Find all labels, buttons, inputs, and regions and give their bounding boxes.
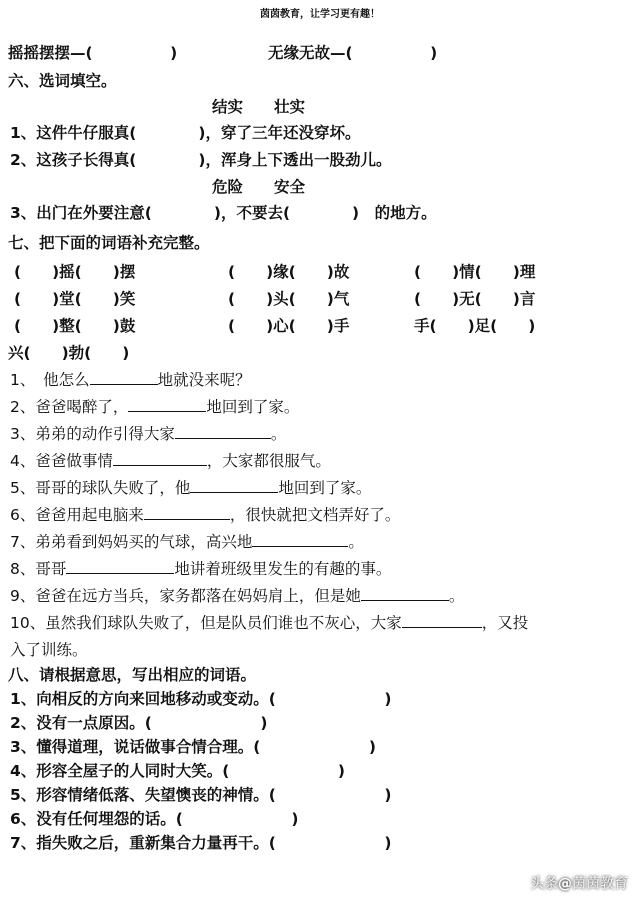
word-choices-1: 结实 壮实 bbox=[212, 98, 306, 116]
watermark: 头条@茵茵教育 bbox=[530, 876, 628, 892]
idiom-item: ( )堂( )笑 bbox=[14, 290, 136, 308]
s8-item: 7、指失败之后，重新集合力量再干。( ) bbox=[10, 834, 392, 852]
idiom-item: ( )情( )理 bbox=[414, 263, 536, 281]
word-choices-2: 危险 安全 bbox=[212, 178, 306, 196]
s6-q2: 2、这孩子长得真( )，浑身上下透出一股劲儿。 bbox=[10, 151, 392, 169]
idiom-item: ( )整( )鼓 bbox=[14, 317, 136, 335]
s7-q5: 5、哥哥的球队失败了，他 地回到了家。 bbox=[10, 479, 372, 497]
top-item-1: 摇摇摆摆—( ) bbox=[8, 44, 178, 62]
s7-q7: 7、弟弟看到妈妈买的气球，高兴地 。 bbox=[10, 533, 364, 551]
s7-q10-continued: 入了训练。 bbox=[10, 641, 88, 659]
s7-q8: 8、哥哥 地讲着班级里发生的有趣的事。 bbox=[10, 560, 392, 578]
s8-item: 4、形容全屋子的人同时大笑。( ) bbox=[10, 762, 345, 780]
section-6-title: 六、选词填空。 bbox=[8, 72, 117, 90]
s7-q10: 10、虽然我们球队失败了，但是队员们谁也不灰心，大家 ，又投 bbox=[10, 614, 529, 632]
s6-q1: 1、这件牛仔服真( )，穿了三年还没穿坏。 bbox=[10, 124, 361, 142]
s7-q6: 6、爸爸用起电脑来 ，很快就把文档弄好了。 bbox=[10, 506, 401, 524]
s7-q3: 3、弟弟的动作引得大家 。 bbox=[10, 425, 287, 443]
s8-item: 1、向相反的方向来回地移动或变动。( ) bbox=[10, 690, 392, 708]
idiom-item: ( )摇( )摆 bbox=[14, 263, 136, 281]
s8-item: 2、没有一点原因。( ) bbox=[10, 714, 268, 732]
idiom-item: ( )心( )手 bbox=[228, 317, 350, 335]
s8-item: 5、形容情绪低落、失望懊丧的神情。( ) bbox=[10, 786, 392, 804]
s6-q3: 3、出门在外要注意( )，不要去( ) 的地方。 bbox=[10, 204, 437, 222]
section-8-title: 八、请根据意思，写出相应的词语。 bbox=[8, 666, 257, 684]
s7-q1: 1、 他怎么 地就没来呢？ bbox=[10, 371, 251, 389]
s8-item: 6、没有任何埋怨的话。( ) bbox=[10, 810, 299, 828]
s7-q9: 9、爸爸在远方当兵，家务都落在妈妈肩上，但是她 。 bbox=[10, 587, 465, 605]
idiom-item: 手( )足( ) bbox=[414, 317, 536, 335]
s8-item: 3、懂得道理，说话做事合情合理。( ) bbox=[10, 738, 376, 756]
s7-q2: 2、爸爸喝醉了， 地回到了家。 bbox=[10, 398, 300, 416]
top-item-2: 无缘无故—( ) bbox=[268, 44, 438, 62]
idiom-item: 兴( )勃( ) bbox=[8, 344, 130, 362]
idiom-item: ( )无( )言 bbox=[414, 290, 536, 308]
page-header: 茵茵教育，让学习更有趣！ bbox=[260, 9, 380, 20]
idiom-item: ( )头( )气 bbox=[228, 290, 350, 308]
s7-q4: 4、爸爸做事情 ，大家都很服气。 bbox=[10, 452, 331, 470]
idiom-item: ( )缘( )故 bbox=[228, 263, 350, 281]
section-7-title: 七、把下面的词语补充完整。 bbox=[8, 234, 210, 252]
